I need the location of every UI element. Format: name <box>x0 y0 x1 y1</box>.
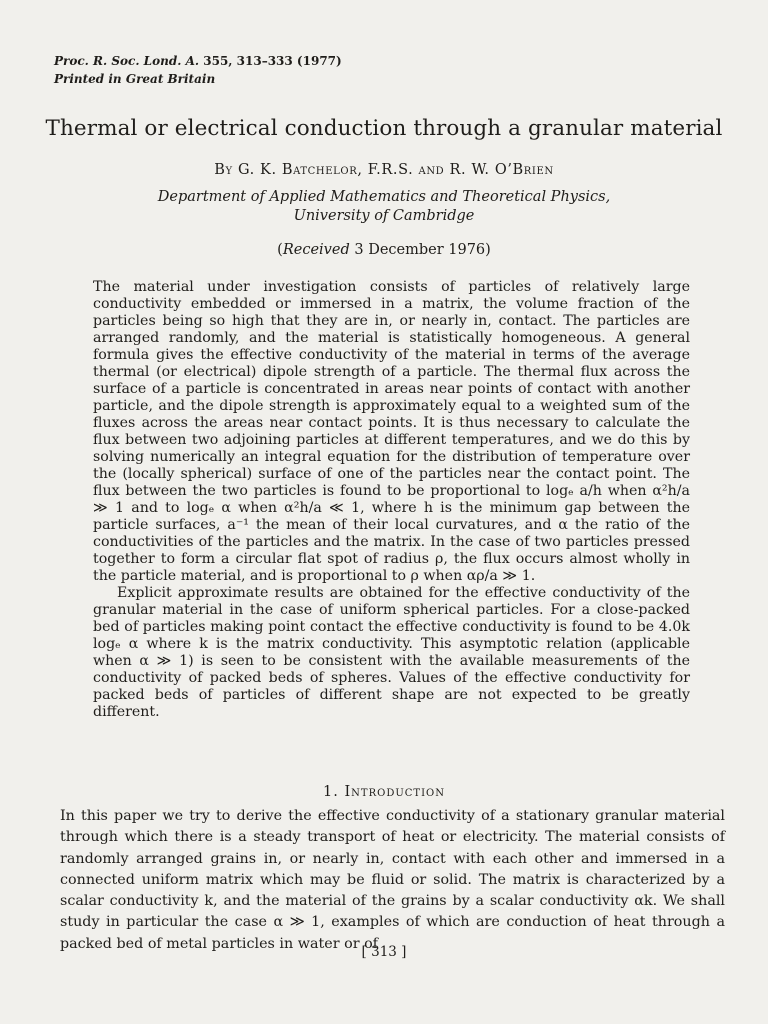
printed-line: Printed in Great Britain <box>54 72 216 86</box>
abstract-paragraph-1: The material under investigation consists of particles of relatively large conductivity embedded or immersed in a matrix, the volume fraction of the particles being so high that they are in, or nearly in, contact. The particles are arranged randomly, and the material is statistically homogeneous. A general formula gives the effective conductivity of the material in terms of the average thermal (or electrical) dipole strength of a particle. The thermal flux across the surface of a particle is concentrated in areas near points of contact with another particle, and the dipole strength is approximately equal to a weighted sum of the fluxes across the areas near contact points. It is thus necessary to calculate the flux between two adjoining particles at different temperatures, and we do this by solving numerically an integral equation for the distribution of temperature over the (locally spherical) surface of one of the particles near the contact point. The flux between the two particles is found to be proportional to logₑ a/h when α²h/a ≫ 1 and to logₑ α when α²h/a ≪ 1, where h is the minimum gap between the particle surfaces, a⁻¹ the mean of their local curvatures, and α the ratio of the conductivities of the particles and the matrix. In the case of two particles pressed together to form a circular flat spot of radius ρ, the flux occurs almost wholly in the particle material, and is proportional to ρ when αρ/a ≫ 1. <box>93 279 690 584</box>
abstract <box>93 279 690 721</box>
received-date <box>0 242 768 258</box>
affiliation-line-2: University of Cambridge <box>293 208 475 224</box>
introduction-paragraph: In this paper we try to derive the effective conductivity of a stationary granular material through which there is a steady transport of heat or electricity. The material consists of randomly arranged grains in, or nearly in, contact with each other and immersed in a connected uniform matrix which may be fluid or solid. The matrix is characterized by a scalar conductivity k, and the material of the grains by a scalar conductivity αk. We shall study in particular the case α ≫ 1, examples of which are conduction of heat through a packed bed of metal particles in water or of <box>60 808 725 952</box>
received-open: ( <box>277 242 283 258</box>
paper-title: Thermal or electrical conduction through a granular material <box>45 116 723 141</box>
received-date-value: 3 December 1976) <box>349 242 491 258</box>
affiliation <box>0 188 768 226</box>
received-label: Received <box>282 242 350 258</box>
citation-ref: 355, 313–333 (1977) <box>199 54 342 68</box>
abstract-paragraph-2: Explicit approximate results are obtained for the effective conductivity of the granular material in the case of uniform spherical particles. For a close-packed bed of particles making point contact the effective conductivity is found to be 4.0k logₑ α where k is the matrix conductivity. This asymptotic relation (applicable when α ≫ 1) is seen to be consistent with the available measurements of the conductivity of packed beds of spheres. Values of the effective conductivity for packed beds of particles of different shape are not expected to be greatly different. <box>93 585 690 720</box>
page-number: [ 313 ] <box>361 944 407 960</box>
citation-line <box>54 52 342 70</box>
introduction-text <box>60 806 725 955</box>
journal-header <box>54 52 342 88</box>
section-heading: 1. Introduction <box>323 784 445 800</box>
affiliation-line-1: Department of Applied Mathematics and Theoretical Physics, <box>157 189 611 205</box>
authors-line: By G. K. Batchelor, F.R.S. and R. W. O’Brien <box>214 162 554 178</box>
citation-prefix: Proc. R. Soc. Lond. A. <box>54 54 200 68</box>
